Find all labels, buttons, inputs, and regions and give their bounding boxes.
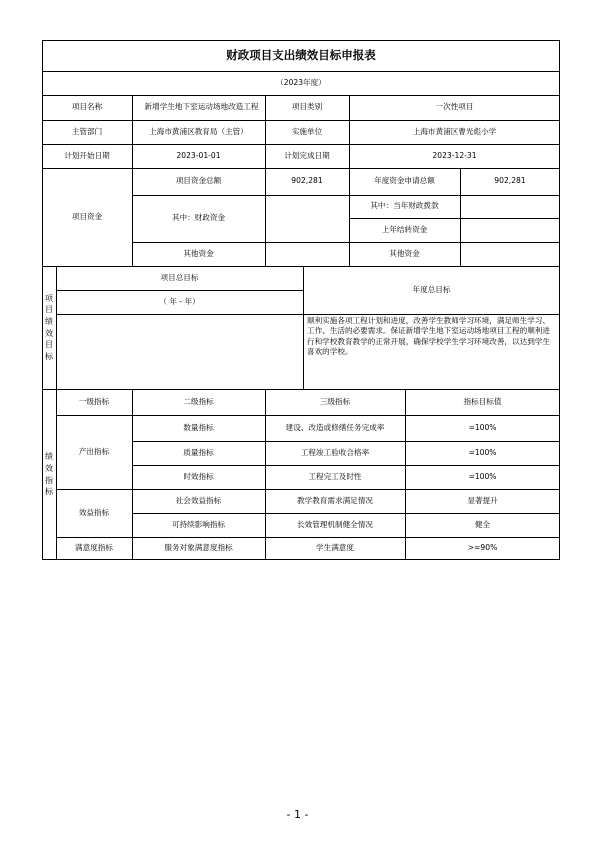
goals-side-char: 标	[45, 351, 53, 361]
annual-goal-text: 顺利实施各项工程计划和进度，改善学生教师学习环境，满足师生学习、工作、生活的必要需求。保证新增学生地下室运动场地项目工程的顺利进行和学校教育教学的正常开展，确保学校学生学习环境改善，以达到学生喜欢的学校。	[307, 316, 550, 356]
row-level3: 教学教育需求满足情况	[297, 495, 373, 505]
funds-current-label: 其中：当年财政拨款	[370, 201, 439, 211]
indicators-side-char: 绩	[45, 452, 53, 462]
end-date-value: 2023-12-31	[432, 150, 477, 160]
project-type-label: 项目类别	[291, 102, 323, 112]
grid-line	[42, 71, 560, 72]
project-name-label: 项目名称	[71, 102, 103, 112]
grid-line	[265, 168, 266, 266]
table-border-bottom	[42, 559, 560, 560]
grid-line	[42, 120, 560, 121]
goals-side-char: 绩	[45, 316, 53, 326]
annual-goal-label: 年度总目标	[412, 284, 451, 294]
row-target: >=90%	[467, 543, 498, 553]
indicators-side-char: 指	[45, 475, 53, 485]
dept-value: 上海市黄浦区教育局（主管）	[149, 126, 248, 136]
grid-line	[303, 266, 304, 389]
year-label: （2023年度）	[276, 77, 326, 87]
grid-line	[42, 389, 560, 390]
grid-line	[132, 441, 560, 442]
funds-total-value: 902,281	[291, 176, 323, 186]
end-date-label: 计划完成日期	[284, 150, 330, 160]
row-level2: 数量指标	[183, 422, 214, 432]
header-level3: 三级指标	[319, 396, 351, 406]
grid-line	[56, 389, 57, 560]
funds-fiscal-label: 其中：财政资金	[171, 213, 226, 223]
grid-line	[42, 144, 560, 145]
project-name-value: 新增学生地下室运动场地改造工程	[144, 102, 259, 112]
row-level3: 工程完工及时性	[308, 471, 362, 481]
row-level3: 长效管理机制健全情况	[297, 519, 373, 529]
row-level2: 质量指标	[183, 447, 214, 457]
page-number: - 1 -	[286, 807, 309, 821]
row-target: =100%	[468, 422, 497, 432]
satisfaction-indicator-label: 满意度指标	[75, 543, 113, 553]
row-level3: 建设、改造或修缮任务完成率	[285, 422, 385, 432]
overall-goal-label: 项目总目标	[160, 272, 199, 282]
overall-goal-years: （ 年 - 年）	[159, 296, 200, 306]
impl-value: 上海市黄浦区曹光彪小学	[412, 126, 497, 136]
funds-annual-label: 年度资金申请总额	[374, 176, 435, 186]
grid-line	[42, 266, 560, 267]
grid-line	[132, 465, 560, 466]
funds-other-label: 其他资金	[183, 248, 214, 258]
grid-line	[132, 242, 560, 243]
funds-carry-label: 上年结转资金	[381, 224, 428, 234]
grid-line	[56, 266, 57, 389]
row-level3: 学生满意度	[316, 543, 354, 553]
output-indicator-label: 产出指标	[78, 446, 110, 456]
dept-label: 主管部门	[71, 126, 103, 136]
row-target: 健全	[474, 519, 491, 529]
project-type-value: 一次性项目	[435, 102, 474, 112]
benefit-indicator-label: 效益指标	[78, 507, 110, 517]
grid-line	[132, 513, 560, 514]
row-level2: 服务对象满意度指标	[164, 543, 233, 553]
grid-line	[349, 218, 560, 219]
row-level2: 可持续影响指标	[171, 519, 226, 529]
grid-line	[56, 290, 303, 291]
grid-line	[56, 314, 560, 315]
grid-line	[132, 95, 133, 168]
grid-line	[349, 95, 350, 168]
goals-side-char: 项	[45, 293, 53, 303]
grid-line	[265, 95, 266, 168]
form-title: 财政项目支出绩效目标申报表	[226, 47, 376, 62]
indicators-side-label	[42, 389, 56, 560]
funds-annual-value: 902,281	[494, 176, 526, 186]
grid-line	[460, 168, 461, 266]
row-target: =100%	[468, 447, 497, 457]
table-border-left	[42, 40, 43, 560]
grid-line	[132, 168, 133, 266]
row-level3: 工程竣工验收合格率	[300, 447, 370, 457]
indicators-side-char: 标	[45, 487, 53, 497]
row-target: 显著提升	[467, 495, 498, 505]
grid-line	[42, 95, 560, 96]
indicators-side-char: 效	[45, 463, 53, 473]
start-date-label: 计划开始日期	[64, 150, 110, 160]
table-border-top	[42, 40, 560, 41]
table-border-right	[559, 40, 560, 560]
row-target: =100%	[468, 471, 497, 481]
row-level2: 时效指标	[183, 471, 214, 481]
header-level1: 一级指标	[78, 396, 110, 406]
goals-side-char: 效	[45, 328, 53, 338]
grid-line	[132, 389, 133, 560]
grid-line	[132, 195, 560, 196]
funds-total-label: 项目资金总额	[175, 176, 222, 186]
goals-side-char: 目	[45, 305, 53, 315]
funds-label: 项目资金	[71, 211, 103, 221]
grid-line	[349, 168, 350, 266]
header-target: 指标目标值	[463, 396, 502, 406]
header-level2: 二级指标	[183, 396, 214, 406]
start-date-value: 2023-01-01	[176, 150, 221, 160]
grid-line	[265, 389, 266, 560]
row-level2: 社会效益指标	[175, 495, 222, 505]
goals-side-label	[42, 266, 56, 389]
grid-line	[405, 389, 406, 560]
grid-line	[42, 168, 560, 169]
impl-label: 实施单位	[291, 126, 323, 136]
goals-side-char: 目	[45, 340, 53, 350]
funds-other-label-2: 其他资金	[389, 248, 420, 258]
